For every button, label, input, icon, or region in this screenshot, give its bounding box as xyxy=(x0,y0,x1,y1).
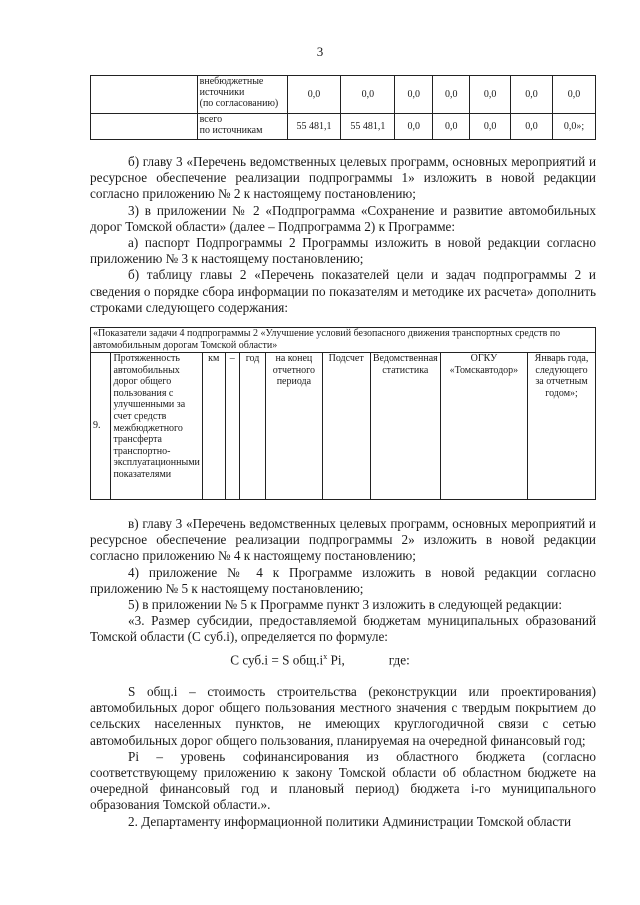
paragraph-block-2 xyxy=(90,516,596,646)
label-line: (по согласованию) xyxy=(199,98,279,109)
paragraph: «3. Размер субсидии, предоставляемой бюджетам муниципальных образований Томской области (С суб.i), определяется по формуле: xyxy=(90,613,596,645)
row-number: 9. xyxy=(91,353,111,500)
label-line: внебюджетные xyxy=(199,76,264,87)
table-row xyxy=(91,114,596,140)
label-line: всего xyxy=(199,114,223,125)
indicator-name: Протяженность автомобильных дорог общего пользования с улучшенными за счет средств межбюджетного трансферта транспортно-эксплуатационными показателями xyxy=(111,353,202,500)
label-line: источники xyxy=(199,87,245,98)
value-cell: 0,0 xyxy=(511,76,553,114)
value-cell: 0,0 xyxy=(395,114,433,140)
table-heading: «Показатели задачи 4 подпрограммы 2 «Улучшение условий безопасного движения транспортных средств по автомобильным дорогам Томской области» xyxy=(91,328,596,353)
value-cell: 0,0 xyxy=(433,76,470,114)
value-cell: 0,0 xyxy=(552,76,595,114)
source-cell: Ведомственная статистика xyxy=(370,353,440,500)
value-cell: 0,0 xyxy=(395,76,433,114)
paragraph-block-1 xyxy=(90,154,596,316)
paragraph: 4) приложение № 4 к Программе изложить в новой редакции согласно приложению № 5 к настоящему постановлению; xyxy=(90,564,596,596)
method-cell: Подсчет xyxy=(322,353,370,500)
table-header-row xyxy=(91,328,596,353)
frequency-cell: год xyxy=(239,353,265,500)
value-cell: 55 481,1 xyxy=(287,114,341,140)
formula xyxy=(0,652,640,668)
value-cell: 55 481,1 xyxy=(341,114,395,140)
paragraph: б) главу 3 «Перечень ведомственных целевых программ, основных мероприятий и ресурсное обеспечение реализации подпрограммы 1» изложить в новой редакции согласно приложению № 2 к настоящему постановлению; xyxy=(90,154,596,202)
responsible-cell: ОГКУ «Томскавтодор» xyxy=(440,353,527,500)
value-cell: 0,0 xyxy=(511,114,553,140)
period-cell: на конец отчетного периода xyxy=(266,353,322,500)
formula-right: Pi, xyxy=(330,652,345,668)
formula-left: С суб.i = S общ.i xyxy=(230,652,324,668)
paragraph: а) паспорт Подпрограммы 2 Программы изложить в новой редакции согласно приложению № 3 к настоящему постановлению; xyxy=(90,235,596,267)
value-cell: 0,0 xyxy=(470,114,511,140)
value-cell: 0,0 xyxy=(287,76,341,114)
value-cell: 0,0 xyxy=(341,76,395,114)
paragraph: S общ.i – стоимость строительства (реконструкции или проектирования) автомобильных дорог общего пользования местного значения с твердым покрытием до сельских населенных пунктов, не имеющих круглогодичной связи с сетью автомобильных дорог общего пользования, планируемая на очередной финансовый год; xyxy=(90,684,596,748)
indicator-table xyxy=(90,327,596,500)
paragraph: б) таблицу главы 2 «Перечень показателей цели и задач подпрограммы 2 и сведения о порядке сбора информации по показателям и методике их расчета» дополнить строками следующего содержания: xyxy=(90,267,596,315)
unit-cell: км xyxy=(202,353,225,500)
table-row xyxy=(91,353,596,500)
page-number: 3 xyxy=(316,44,324,59)
formula-operator: x xyxy=(323,652,328,661)
source-label xyxy=(197,114,287,140)
paragraph: в) главу 3 «Перечень ведомственных целевых программ, основных мероприятий и ресурсное обеспечение реализации подпрограммы 2» изложить в новой редакции согласно приложению № 4 к настоящему постановлению; xyxy=(90,516,596,564)
label-line: по источникам xyxy=(199,125,263,136)
paragraph: Pi – уровень софинансирования из областного бюджета (согласно соответствующему приложению к закону Томской области об областном бюджете на очередной финансовый год и плановый период) бюджета i-го муниципального образования Томской области.». xyxy=(90,748,596,813)
formula-where: где: xyxy=(388,652,410,668)
dash-cell: – xyxy=(225,353,239,500)
paragraph-block-3 xyxy=(90,684,596,830)
table-row xyxy=(91,76,596,114)
value-cell: 0,0»; xyxy=(552,114,595,140)
value-cell: 0,0 xyxy=(470,76,511,114)
value-cell: 0,0 xyxy=(433,114,470,140)
empty-cell xyxy=(91,76,198,114)
funding-table xyxy=(90,75,596,140)
deadline-cell: Январь года, следующего за отчетным годом»; xyxy=(528,353,596,500)
paragraph: 2. Департаменту информационной политики Администрации Томской области xyxy=(128,813,572,829)
paragraph: 5) в приложении № 5 к Программе пункт 3 изложить в следующей редакции: xyxy=(128,597,562,613)
empty-cell xyxy=(91,114,198,140)
paragraph: 3) в приложении № 2 «Подпрограмма «Сохранение и развитие автомобильных дорог Томской области» (далее – Подпрограмма 2) к Программе: xyxy=(90,202,596,234)
source-label xyxy=(197,76,287,114)
